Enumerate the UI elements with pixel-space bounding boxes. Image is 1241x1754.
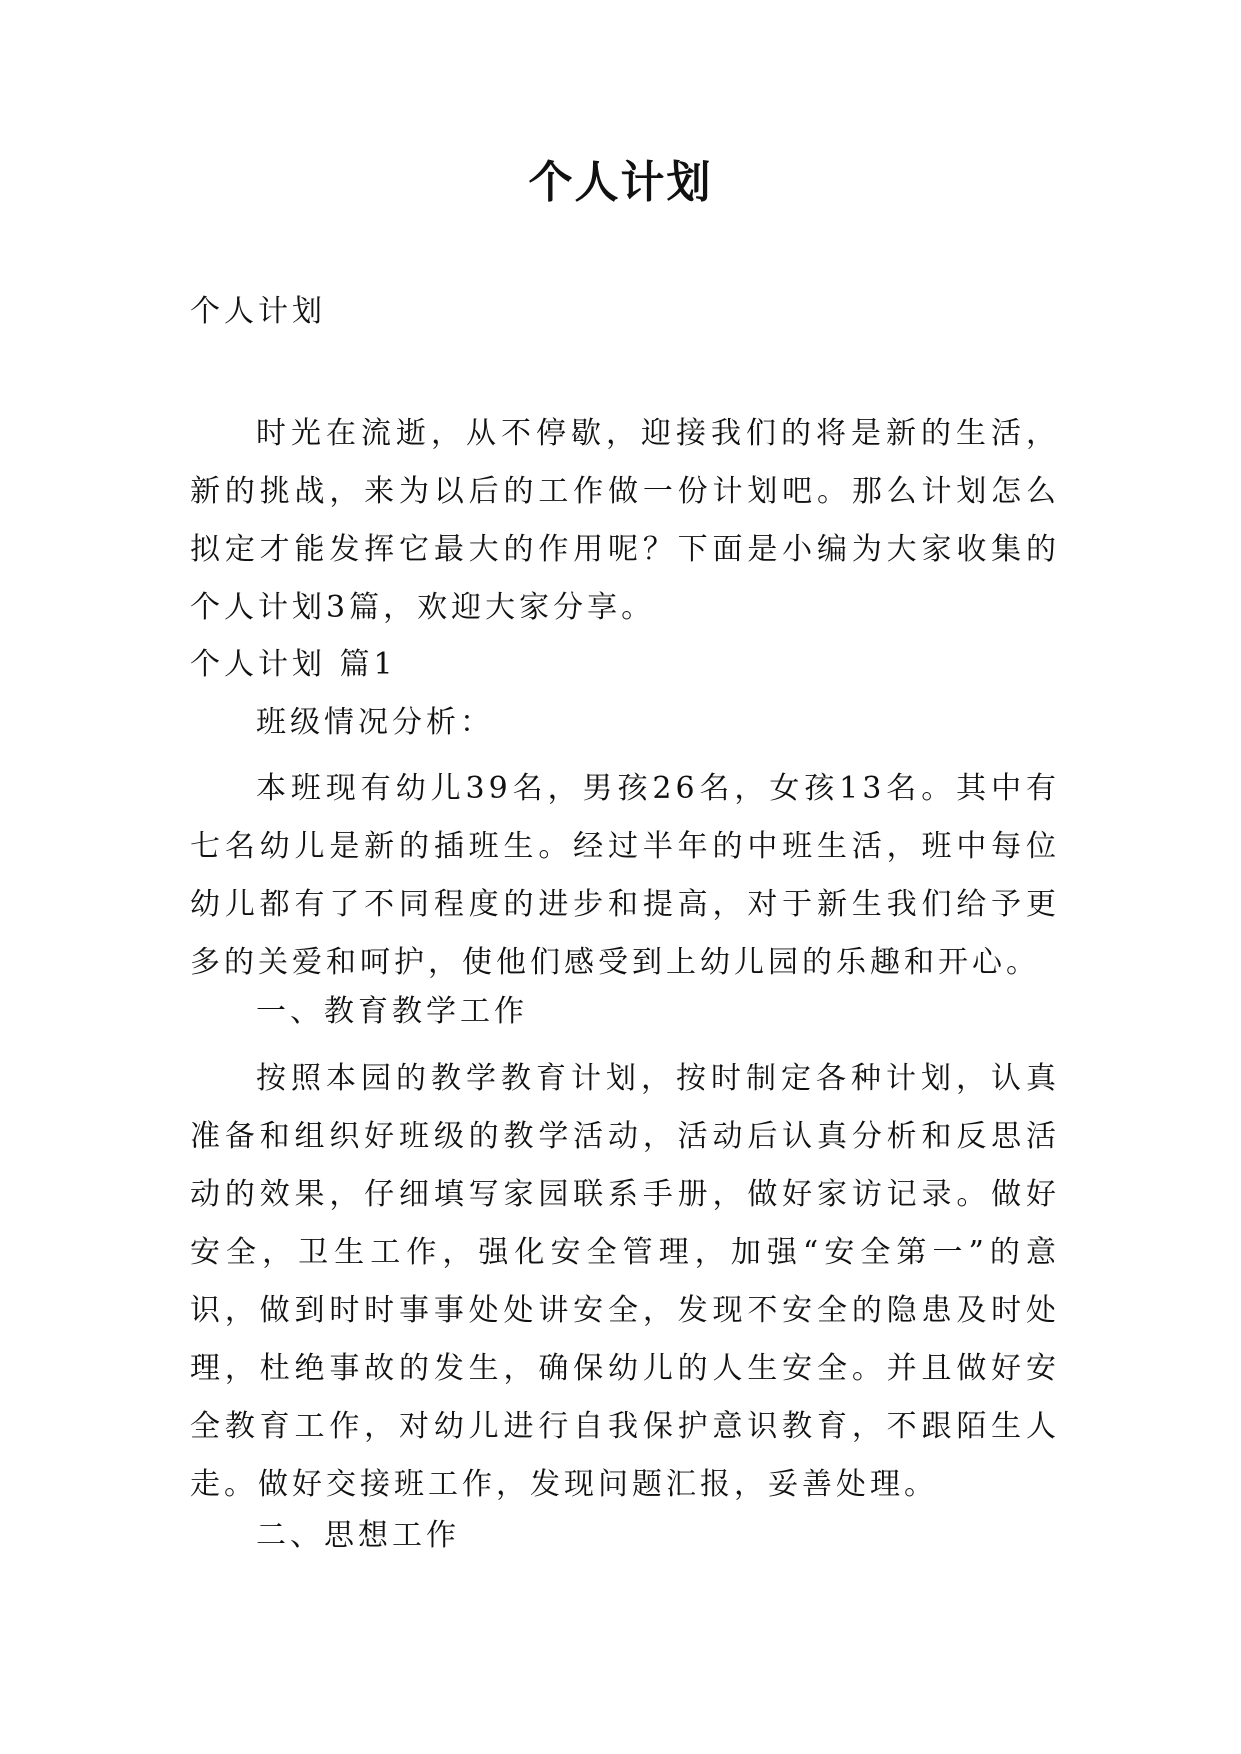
- section-heading: 个人计划 篇1: [190, 647, 397, 682]
- document-subtitle: 个人计划: [190, 294, 326, 329]
- intro-paragraph: 时光在流逝，从不停歇，迎接我们的将是新的生活，新的挑战，来为以后的工作做一份计划吧。那么计划怎么拟定才能发挥它最大的作用呢？下面是小编为大家收集的个人计划3篇，欢迎大家分享。: [190, 416, 1060, 625]
- education-work-paragraph: 按照本园的教学教育计划，按时制定各种计划，认真准备和组织好班级的教学活动，活动后认真分析和反思活动的效果，仔细填写家园联系手册，做好家访记录。做好安全，卫生工作，强化安全管理，加强“安全第一”的意识，做到时时事事处处讲安全，发现不安全的隐患及时处理，杜绝事故的发生，确保幼儿的人生安全。并且做好安全教育工作，对幼儿进行自我保护意识教育，不跟陌生人走。做好交接班工作，发现问题汇报，妥善处理。: [190, 1061, 1060, 1502]
- thought-work-heading: 二、思想工作: [256, 1518, 460, 1553]
- document-title: 个人计划: [528, 157, 713, 208]
- education-work-heading: 一、教育教学工作: [256, 994, 528, 1029]
- class-analysis-paragraph: 本班现有幼儿39名，男孩26名，女孩13名。其中有七名幼儿是新的插班生。经过半年的中班生活，班中每位幼儿都有了不同程度的进步和提高，对于新生我们给予更多的关爱和呵护，使他们感受到上幼儿园的乐趣和开心。: [190, 771, 1060, 980]
- class-analysis-heading: 班级情况分析：: [256, 705, 494, 740]
